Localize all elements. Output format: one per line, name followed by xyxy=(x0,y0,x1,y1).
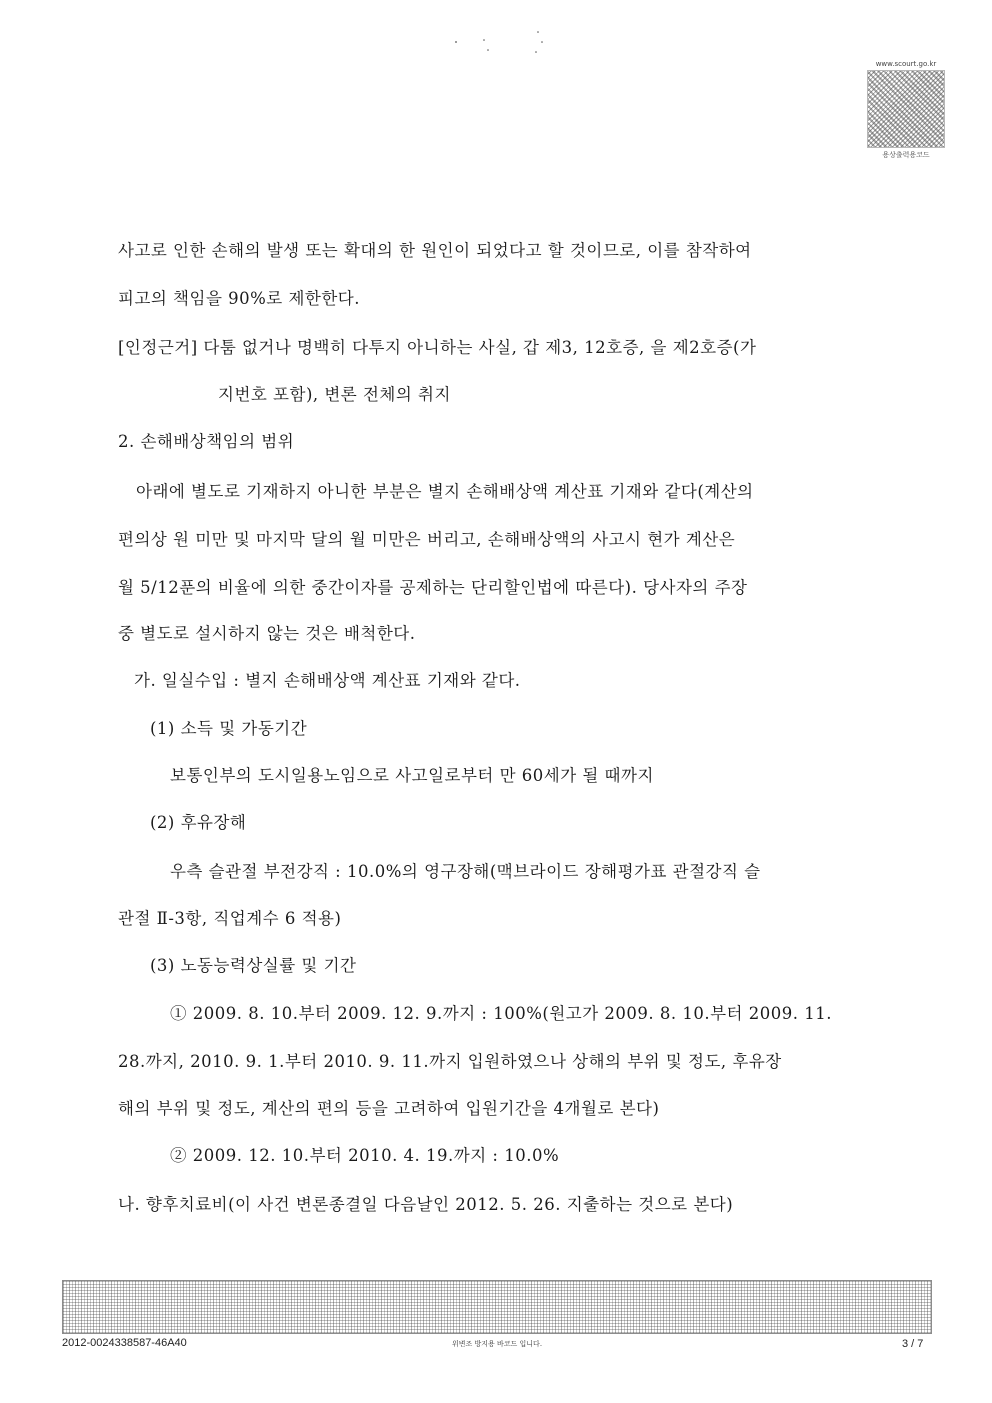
body-line: 월 5/12푼의 비율에 의한 중간이자를 공제하는 단리할인법에 따른다). 당사자의 주장 xyxy=(118,578,748,597)
body-line: 관절 Ⅱ-3항, 직업계수 6 적용) xyxy=(118,909,342,928)
subsection-heading: 가. 일실수입 : 별지 손해배상액 계산표 기재와 같다. xyxy=(134,671,521,690)
anti-forgery-barcode-icon xyxy=(62,1280,932,1334)
body-line: 우측 슬관절 부전강직 : 10.0%의 영구장해(맥브라이드 장해평가표 관절강직 슬 xyxy=(170,862,761,881)
qr-caption: 용상출력용코드 xyxy=(882,151,930,159)
barcode-note: 위변조 방지용 바코드 입니다. xyxy=(452,1340,543,1348)
body-line: ② 2009. 12. 10.부터 2010. 4. 19.까지 : 10.0% xyxy=(170,1146,560,1165)
body-line: 편의상 원 미만 및 마지막 달의 월 미만은 버리고, 손해배상액의 사고시 현가 계산은 xyxy=(118,530,736,549)
subsection-heading: 나. 향후치료비(이 사건 변론종결일 다음날인 2012. 5. 26. 지출하는 것으로 본다) xyxy=(118,1195,734,1214)
body-line: 지번호 포함), 변론 전체의 취지 xyxy=(218,385,451,404)
body-line: 해의 부위 및 정도, 계산의 편의 등을 고려하여 입원기간을 4개월로 본다) xyxy=(118,1099,660,1118)
item-heading: (2) 후유장해 xyxy=(150,813,247,832)
page-number: 3 / 7 xyxy=(902,1338,924,1350)
body-line: 아래에 별도로 기재하지 아니한 부분은 별지 손해배상액 계산표 기재와 같다(계산의 xyxy=(136,482,754,501)
verification-qr-block xyxy=(866,60,946,160)
qr-code-icon xyxy=(867,70,945,148)
body-line: 28.까지, 2010. 9. 1.부터 2010. 9. 11.까지 입원하였으나 상해의 부위 및 정도, 후유장 xyxy=(118,1052,782,1071)
scan-specks xyxy=(450,28,560,58)
document-id: 2012-0024338587-46A40 xyxy=(62,1337,187,1349)
item-heading: (1) 소득 및 가동기간 xyxy=(150,719,308,738)
qr-url: www.scourt.go.kr xyxy=(875,60,937,68)
body-line: ① 2009. 8. 10.부터 2009. 12. 9.까지 : 100%(원고가 2009. 8. 10.부터 2009. 11. xyxy=(170,1004,832,1023)
body-line: 사고로 인한 손해의 발생 또는 확대의 한 원인이 되었다고 할 것이므로, 이를 참작하여 xyxy=(118,241,752,260)
body-line: 보통인부의 도시일용노임으로 사고일로부터 만 60세가 될 때까지 xyxy=(170,766,654,785)
section-heading: 2. 손해배상책임의 범위 xyxy=(118,432,295,451)
body-line: 피고의 책임을 90%로 제한한다. xyxy=(118,289,360,308)
body-line: 중 별도로 설시하지 않는 것은 배척한다. xyxy=(118,624,416,643)
item-heading: (3) 노동능력상실률 및 기간 xyxy=(150,956,357,975)
body-line: [인정근거] 다툼 없거나 명백히 다투지 아니하는 사실, 갑 제3, 12호증, 을 제2호증(가 xyxy=(118,338,757,357)
